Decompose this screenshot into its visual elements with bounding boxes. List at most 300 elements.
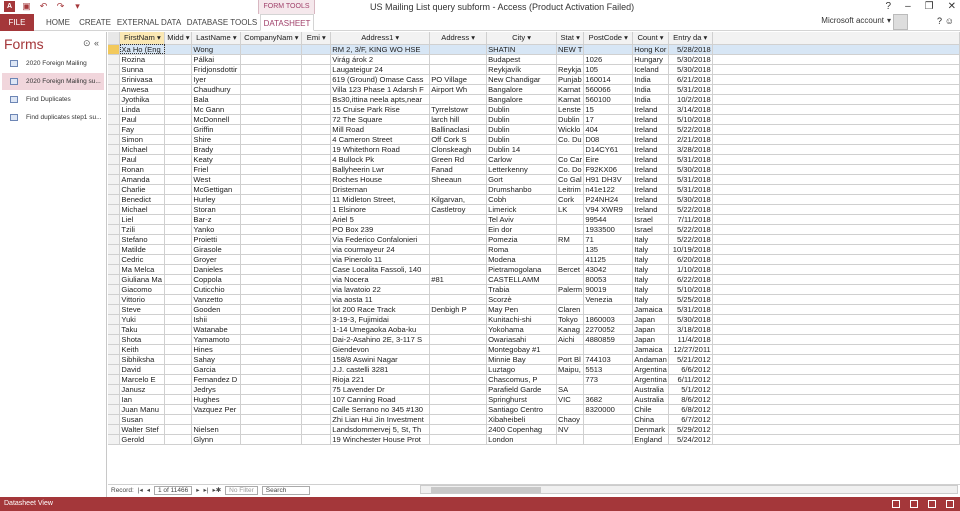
table-cell[interactable]	[241, 234, 302, 244]
row-selector[interactable]	[108, 324, 120, 334]
table-cell[interactable]: Fanad	[430, 164, 487, 174]
table-cell[interactable]: 3682	[584, 394, 633, 404]
table-cell[interactable]: Yokohama	[487, 324, 557, 334]
table-cell[interactable]: Coppola	[192, 274, 241, 284]
table-cell[interactable]	[165, 174, 192, 184]
table-cell[interactable]: Cork	[557, 194, 584, 204]
table-cell[interactable]: Owariasahi	[487, 334, 557, 344]
table-cell[interactable]	[241, 264, 302, 274]
column-header[interactable]: Midd ▾	[165, 32, 192, 44]
table-cell[interactable]: Argentina	[634, 374, 667, 384]
table-cell[interactable]: Yuki	[120, 314, 165, 324]
tab-database-tools[interactable]: DATABASE TOOLS	[186, 18, 258, 27]
close-button[interactable]: ✕	[947, 1, 956, 12]
table-cell[interactable]: Roches House	[331, 174, 430, 184]
table-cell[interactable]: Marcelo E	[120, 374, 165, 384]
layout-view-icon[interactable]	[928, 500, 936, 508]
help-button[interactable]: ?	[885, 1, 892, 12]
table-cell[interactable]: Claren	[557, 304, 584, 314]
table-cell[interactable]: Italy	[633, 244, 669, 254]
table-cell[interactable]: Iceland	[633, 64, 669, 74]
table-cell[interactable]: 5/21/2012	[668, 354, 712, 364]
table-cell[interactable]: lot 200 Race Track	[331, 304, 430, 314]
table-cell[interactable]	[302, 364, 331, 374]
last-record-button[interactable]: ▸|	[203, 487, 209, 494]
table-cell[interactable]: Xibaheibeli	[487, 414, 557, 424]
table-cell[interactable]	[557, 344, 584, 354]
table-cell[interactable]: Walter Stef	[120, 424, 165, 434]
column-header[interactable]: Stat ▾	[557, 32, 584, 44]
table-cell[interactable]: Bangalore	[487, 94, 557, 104]
table-cell[interactable]: SA	[557, 384, 584, 394]
table-cell[interactable]: Wicklo	[557, 124, 584, 134]
table-cell[interactable]	[241, 334, 302, 344]
row-selector[interactable]	[108, 194, 120, 204]
table-cell[interactable]	[302, 384, 331, 394]
table-cell[interactable]	[241, 254, 302, 264]
table-cell[interactable]: Letterkenny	[487, 164, 557, 174]
table-cell[interactable]: Danieles	[192, 264, 241, 274]
table-cell[interactable]	[430, 224, 487, 234]
table-cell[interactable]	[302, 254, 331, 264]
table-cell[interactable]	[165, 124, 192, 134]
table-cell[interactable]	[165, 384, 192, 394]
table-row[interactable]	[108, 384, 960, 394]
table-cell[interactable]: Ireland	[633, 184, 669, 194]
table-cell[interactable]: Dublin 14	[487, 144, 557, 154]
table-cell[interactable]	[165, 144, 192, 154]
table-cell[interactable]: New Chandigar	[487, 74, 557, 84]
table-cell[interactable]: Springhurst	[487, 394, 557, 404]
table-cell[interactable]	[165, 334, 192, 344]
table-cell[interactable]	[302, 394, 331, 404]
table-cell[interactable]: 6/21/2018	[668, 74, 712, 84]
table-cell[interactable]	[165, 194, 192, 204]
row-selector[interactable]	[108, 294, 120, 304]
table-cell[interactable]: Groyer	[192, 254, 241, 264]
table-cell[interactable]	[302, 44, 331, 54]
nav-pane-heading[interactable]: Forms	[4, 36, 44, 52]
row-selector[interactable]	[108, 204, 120, 214]
table-cell[interactable]	[584, 424, 633, 434]
table-cell[interactable]	[430, 374, 487, 384]
table-row[interactable]	[108, 234, 960, 244]
table-cell[interactable]: Bercet	[557, 264, 584, 274]
table-cell[interactable]: NEW T	[558, 44, 583, 54]
table-cell[interactable]	[241, 394, 302, 404]
table-cell[interactable]: Keith	[120, 344, 165, 354]
table-cell[interactable]: Chascomus, P	[487, 374, 557, 384]
table-cell[interactable]: Sibhiksha	[120, 354, 165, 364]
table-cell[interactable]: 5/31/2018	[668, 84, 712, 94]
customize-qat-icon[interactable]: ▾	[75, 1, 80, 11]
table-cell[interactable]: 43042	[584, 264, 633, 274]
tab-file[interactable]: FILE	[0, 14, 34, 31]
table-cell[interactable]	[241, 244, 302, 254]
table-cell[interactable]	[557, 54, 584, 64]
feedback-smiley-icon[interactable]: ☺	[944, 16, 954, 26]
restore-button[interactable]: ❐	[924, 1, 934, 12]
table-cell[interactable]: Stefano	[120, 234, 165, 244]
filter-status-button[interactable]: No Filter	[225, 486, 258, 495]
table-cell[interactable]: 1/10/2018	[668, 264, 712, 274]
table-cell[interactable]	[241, 354, 302, 364]
table-cell[interactable]	[302, 104, 331, 114]
table-cell[interactable]: Dublin	[487, 114, 557, 124]
table-row[interactable]	[108, 324, 960, 334]
table-cell[interactable]: Janusz	[120, 384, 165, 394]
table-cell[interactable]: 3/14/2018	[668, 104, 712, 114]
table-cell[interactable]	[302, 264, 331, 274]
table-cell[interactable]	[165, 274, 192, 284]
table-cell[interactable]	[584, 304, 633, 314]
table-cell[interactable]	[241, 314, 302, 324]
table-cell[interactable]	[430, 44, 487, 54]
table-cell[interactable]: CASTELLAMM	[487, 274, 557, 284]
table-cell[interactable]: Virág árok 2	[331, 54, 430, 64]
table-cell[interactable]: Paul	[120, 154, 165, 164]
table-cell[interactable]: 5/31/2018	[668, 154, 712, 164]
table-cell[interactable]: Dublin	[487, 104, 557, 114]
table-cell[interactable]: David	[120, 364, 165, 374]
table-cell[interactable]: Aichi	[557, 334, 584, 344]
table-cell[interactable]: Matilde	[120, 244, 165, 254]
table-cell[interactable]: Off Cork S	[430, 134, 487, 144]
table-cell[interactable]: Punjab	[557, 74, 584, 84]
table-cell[interactable]	[165, 434, 192, 444]
table-cell[interactable]: England	[633, 434, 669, 444]
table-cell[interactable]	[430, 314, 487, 324]
row-selector[interactable]	[108, 124, 120, 134]
table-cell[interactable]: Luztago	[487, 364, 557, 374]
table-cell[interactable]: RM	[557, 234, 584, 244]
table-row[interactable]	[108, 94, 960, 104]
table-cell[interactable]	[302, 164, 331, 174]
row-selector[interactable]	[108, 244, 120, 254]
select-all-button[interactable]	[108, 32, 120, 44]
table-cell[interactable]: Italy	[633, 264, 669, 274]
table-cell[interactable]: McGettigan	[192, 184, 241, 194]
row-selector[interactable]	[108, 334, 120, 344]
table-cell[interactable]: Iyer	[192, 74, 241, 84]
table-cell[interactable]: Ireland	[633, 104, 669, 114]
table-cell[interactable]	[430, 364, 487, 374]
table-cell[interactable]: 19 Whitethorn Road	[331, 144, 430, 154]
table-cell[interactable]: Watanabe	[192, 324, 241, 334]
table-cell[interactable]	[241, 84, 302, 94]
table-cell[interactable]	[302, 144, 331, 154]
table-cell[interactable]: Tyrrelstowr	[430, 104, 487, 114]
table-cell[interactable]: VIC	[557, 394, 584, 404]
row-selector[interactable]	[108, 164, 120, 174]
table-cell[interactable]	[430, 94, 487, 104]
table-cell[interactable]	[584, 434, 633, 444]
table-cell[interactable]	[241, 294, 302, 304]
table-cell[interactable]: 15	[584, 104, 633, 114]
table-cell[interactable]: Israel	[633, 224, 669, 234]
table-row[interactable]	[108, 204, 960, 214]
table-cell[interactable]: Rioja 221	[331, 374, 430, 384]
table-cell[interactable]: 6/6/2012	[668, 364, 712, 374]
tab-datasheet[interactable]: DATASHEET	[260, 14, 314, 31]
table-cell[interactable]: Glynn	[192, 434, 241, 444]
table-cell[interactable]: Parafield Garde	[487, 384, 557, 394]
table-row[interactable]	[108, 374, 960, 384]
row-selector[interactable]	[108, 434, 120, 444]
table-row[interactable]	[108, 54, 960, 64]
table-cell[interactable]: Italy	[633, 284, 669, 294]
table-cell[interactable]: Clonskeagh	[430, 144, 487, 154]
table-cell[interactable]: 6/8/2012	[668, 404, 712, 414]
table-cell[interactable]: Michael	[120, 144, 165, 154]
table-cell[interactable]: Sunna	[120, 64, 165, 74]
table-cell[interactable]	[430, 414, 487, 424]
table-cell[interactable]	[165, 234, 192, 244]
table-cell[interactable]: 135	[584, 244, 633, 254]
table-row[interactable]	[108, 244, 960, 254]
table-cell[interactable]: Bar-z	[192, 214, 241, 224]
table-cell[interactable]: Pietramogolana	[487, 264, 557, 274]
table-cell[interactable]	[430, 184, 487, 194]
table-cell[interactable]	[302, 314, 331, 324]
table-cell[interactable]: D08	[584, 134, 633, 144]
table-row[interactable]	[108, 64, 960, 74]
table-row[interactable]	[108, 154, 960, 164]
row-selector[interactable]	[108, 114, 120, 124]
table-cell[interactable]	[165, 324, 192, 334]
table-cell[interactable]: Case Localita Fassoli, 140	[331, 264, 430, 274]
row-selector[interactable]	[108, 364, 120, 374]
table-cell[interactable]: Dublin	[487, 134, 557, 144]
table-cell[interactable]	[241, 304, 302, 314]
row-selector[interactable]	[108, 174, 120, 184]
table-cell[interactable]	[302, 174, 331, 184]
table-cell[interactable]	[241, 164, 302, 174]
column-header[interactable]: Entry da ▾	[668, 32, 712, 44]
table-cell[interactable]: 1 Elsinore	[331, 204, 430, 214]
table-row[interactable]	[108, 434, 960, 444]
table-cell[interactable]: Vazquez Per	[192, 404, 241, 414]
table-cell[interactable]: Gort	[487, 174, 557, 184]
table-cell[interactable]	[430, 324, 487, 334]
table-cell[interactable]: Ireland	[633, 204, 669, 214]
table-cell[interactable]	[165, 404, 192, 414]
table-cell[interactable]: Sahay	[192, 354, 241, 364]
table-row[interactable]	[108, 134, 960, 144]
table-cell[interactable]: Steve	[120, 304, 165, 314]
table-cell[interactable]: Cuticchio	[192, 284, 241, 294]
table-cell[interactable]	[430, 234, 487, 244]
table-cell[interactable]: Airport Wh	[430, 84, 487, 94]
table-cell[interactable]: Chile	[633, 404, 669, 414]
row-selector[interactable]	[108, 304, 120, 314]
table-cell[interactable]: SHATIN	[487, 44, 557, 54]
table-cell[interactable]: Roma	[487, 244, 557, 254]
table-cell[interactable]	[557, 434, 584, 444]
table-cell[interactable]: Michael	[120, 204, 165, 214]
table-cell[interactable]: 4880859	[584, 334, 633, 344]
avatar[interactable]	[893, 14, 908, 30]
table-cell[interactable]: China	[633, 414, 669, 424]
table-cell[interactable]: 17	[584, 114, 633, 124]
table-cell[interactable]	[165, 94, 192, 104]
table-cell[interactable]: Sheeaun	[430, 174, 487, 184]
table-cell[interactable]: Kanag	[557, 324, 584, 334]
table-cell[interactable]: Wong	[192, 44, 241, 54]
table-cell[interactable]: 5/31/2018	[668, 184, 712, 194]
row-selector[interactable]	[108, 274, 120, 284]
column-header[interactable]: Emi ▾	[302, 32, 331, 44]
design-view-icon[interactable]	[946, 500, 954, 508]
table-cell[interactable]: Ireland	[633, 144, 669, 154]
table-cell[interactable]: 160014	[584, 74, 633, 84]
table-cell[interactable]: 5/22/2018	[668, 234, 712, 244]
row-selector[interactable]	[108, 374, 120, 384]
table-cell[interactable]: Andaman	[634, 354, 667, 364]
table-cell[interactable]: Calle Serrano no 345 #130	[331, 404, 430, 414]
table-cell[interactable]: Ariel 5	[331, 214, 430, 224]
table-cell[interactable]: 5/29/2012	[668, 424, 712, 434]
table-cell[interactable]	[165, 354, 192, 364]
table-cell[interactable]	[241, 54, 302, 64]
table-cell[interactable]	[241, 44, 302, 54]
table-cell[interactable]: 773	[584, 374, 633, 384]
table-cell[interactable]	[165, 104, 192, 114]
table-cell[interactable]: LK	[557, 204, 584, 214]
table-cell[interactable]	[165, 84, 192, 94]
table-cell[interactable]	[165, 304, 192, 314]
table-cell[interactable]: Liel	[120, 214, 165, 224]
table-cell[interactable]	[241, 94, 302, 104]
row-selector[interactable]	[108, 74, 120, 84]
table-cell[interactable]: 5/31/2018	[668, 174, 712, 184]
table-cell[interactable]	[430, 344, 487, 354]
table-cell[interactable]: Maipu,	[557, 364, 584, 374]
table-cell[interactable]	[302, 354, 331, 364]
table-row[interactable]	[108, 304, 960, 314]
table-cell[interactable]: 5/30/2018	[668, 54, 712, 64]
table-cell[interactable]: Kunitachi-shi	[487, 314, 557, 324]
row-selector[interactable]	[108, 104, 120, 114]
table-cell[interactable]: #81	[430, 274, 487, 284]
tab-create[interactable]: CREATE	[79, 18, 111, 27]
table-cell[interactable]	[165, 314, 192, 324]
tab-home[interactable]: HOME	[46, 18, 70, 27]
table-cell[interactable]: 619 (Ground) Omase Cass	[331, 74, 430, 84]
column-header[interactable]: Count ▾	[633, 32, 669, 44]
table-cell[interactable]: Dai-2-Asahino 2E, 3-117 S	[331, 334, 430, 344]
table-cell[interactable]: Hines	[192, 344, 241, 354]
table-cell[interactable]: Anwesa	[120, 84, 165, 94]
table-cell[interactable]: Palerm	[558, 284, 583, 294]
table-cell[interactable]	[165, 254, 192, 264]
table-cell[interactable]	[302, 334, 331, 344]
table-cell[interactable]: Australia	[633, 394, 669, 404]
row-selector[interactable]	[108, 224, 120, 234]
table-cell[interactable]	[165, 284, 192, 294]
table-cell[interactable]: Charlie	[120, 184, 165, 194]
table-cell[interactable]: Ballinaclasi	[430, 124, 487, 134]
table-cell[interactable]: Nielsen	[192, 424, 241, 434]
table-cell[interactable]: Keaty	[192, 154, 241, 164]
table-cell[interactable]: India	[633, 84, 669, 94]
row-selector[interactable]	[108, 84, 120, 94]
table-cell[interactable]	[584, 44, 633, 54]
table-cell[interactable]: Scorzè	[487, 294, 557, 304]
table-cell[interactable]	[241, 194, 302, 204]
table-cell[interactable]	[557, 374, 584, 384]
table-cell[interactable]: Limerick	[487, 204, 557, 214]
table-cell[interactable]: via courmayeur 24	[331, 244, 430, 254]
table-cell[interactable]: Villa 123 Phase 1 Adarsh F	[331, 84, 430, 94]
table-cell[interactable]: via Nocera	[331, 274, 430, 284]
row-selector[interactable]	[108, 44, 120, 54]
table-cell[interactable]: via aosta 11	[331, 294, 430, 304]
table-cell[interactable]	[302, 154, 331, 164]
table-cell[interactable]	[165, 54, 192, 64]
table-row[interactable]	[108, 294, 960, 304]
table-cell[interactable]: 1860003	[584, 314, 633, 324]
help-icon[interactable]: ?	[936, 16, 942, 26]
datasheet-grid[interactable]	[108, 32, 960, 482]
table-cell[interactable]: 560066	[584, 84, 633, 94]
table-cell[interactable]: Jedrys	[192, 384, 241, 394]
table-cell[interactable]: 5/30/2018	[668, 64, 712, 74]
table-cell[interactable]: 12/27/2011	[668, 344, 712, 354]
table-cell[interactable]: 6/7/2012	[668, 414, 712, 424]
table-cell[interactable]: 90019	[584, 284, 633, 294]
table-cell[interactable]: Italy	[633, 294, 669, 304]
table-cell[interactable]	[165, 44, 192, 54]
table-row[interactable]	[108, 264, 960, 274]
table-cell[interactable]	[165, 74, 192, 84]
table-cell[interactable]: Ireland	[633, 164, 669, 174]
table-cell[interactable]: 11/4/2018	[668, 334, 712, 344]
table-row[interactable]	[108, 104, 960, 114]
table-cell[interactable]: May Pen	[487, 304, 557, 314]
table-cell[interactable]: 5/31/2018	[668, 304, 712, 314]
nav-item-2020-foreign-mailing[interactable]	[2, 55, 104, 72]
row-selector[interactable]	[108, 214, 120, 224]
table-cell[interactable]: larch hill	[430, 114, 487, 124]
table-cell[interactable]	[165, 414, 192, 424]
table-cell[interactable]: Ian	[120, 394, 165, 404]
table-cell[interactable]: Fridjonsdottir	[192, 64, 241, 74]
table-cell[interactable]	[241, 184, 302, 194]
row-selector[interactable]	[108, 394, 120, 404]
table-cell[interactable]: Carlow	[487, 154, 557, 164]
table-cell[interactable]	[302, 234, 331, 244]
table-cell[interactable]	[557, 404, 584, 414]
table-cell[interactable]: J.J. castelli 3281	[331, 364, 430, 374]
table-cell[interactable]: Pomezia	[487, 234, 557, 244]
table-cell[interactable]: Chaudhury	[192, 84, 241, 94]
table-cell[interactable]	[241, 364, 302, 374]
table-cell[interactable]: Shota	[120, 334, 165, 344]
row-selector[interactable]	[108, 184, 120, 194]
nav-item-2020-foreign-mailing-subform[interactable]	[2, 73, 104, 90]
table-cell[interactable]: Green Rd	[430, 154, 487, 164]
table-cell[interactable]: Bala	[192, 94, 241, 104]
table-cell[interactable]	[241, 434, 302, 444]
table-cell[interactable]: McDonnell	[192, 114, 241, 124]
minimize-button[interactable]: –	[905, 1, 911, 12]
table-cell[interactable]: 3/28/2018	[668, 144, 712, 154]
table-cell[interactable]	[241, 144, 302, 154]
table-cell[interactable]	[165, 204, 192, 214]
table-cell[interactable]	[241, 74, 302, 84]
table-cell[interactable]	[241, 134, 302, 144]
